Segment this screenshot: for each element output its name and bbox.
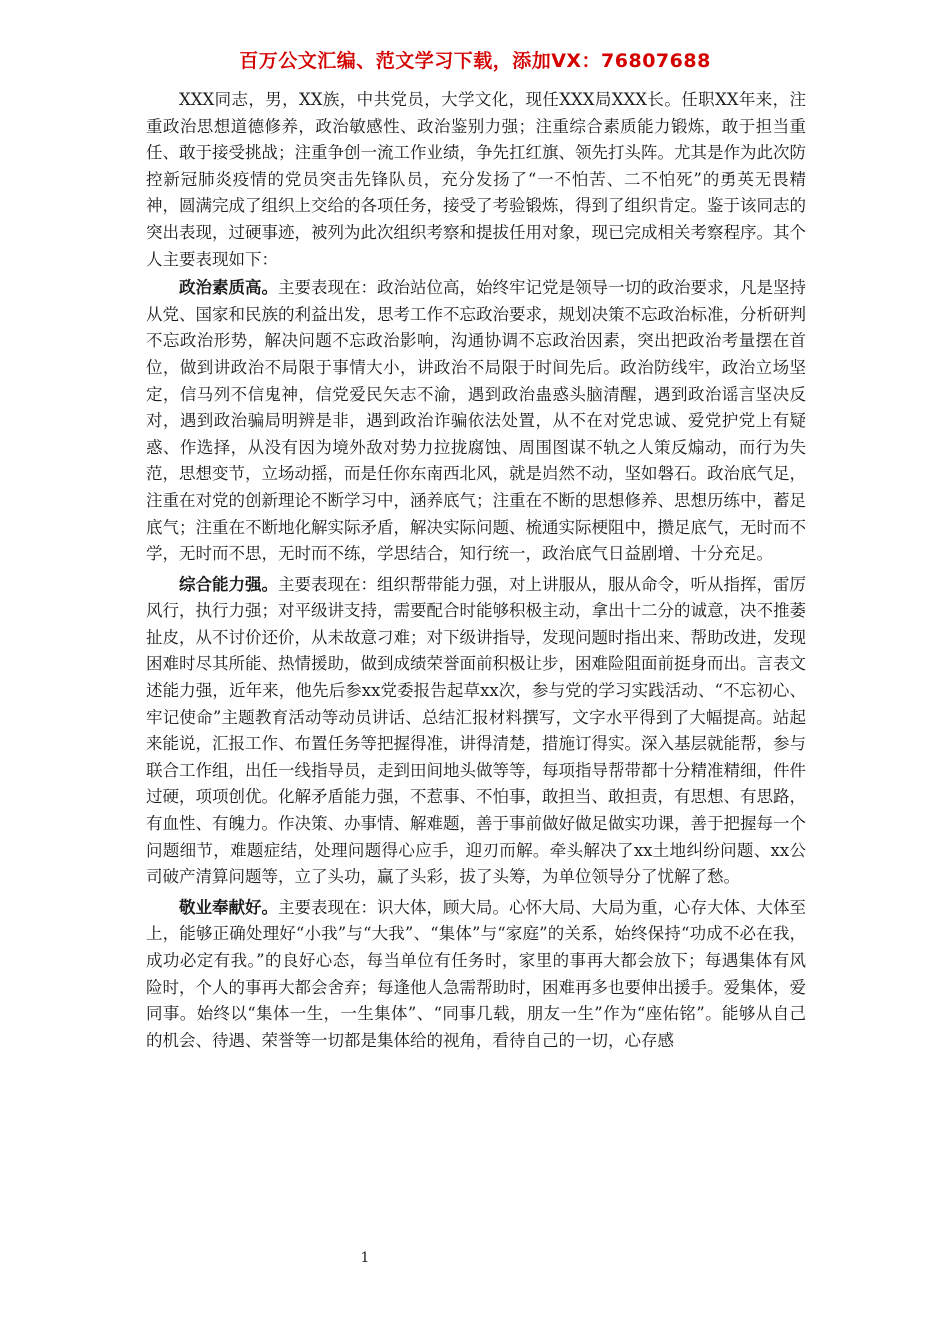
section-body: 主要表现在：识大体，顾大局。心怀大局、大局为重，心存大体、大体至上，能够正确处理好“小我”与“大我”、“集体”与“家庭”的关系，始终保持“功成不必在我，成功必定有我。”的良好心态，每当单位有任务时，家里的事再大都会放下；每遇集体有风险时，个人的事再大都会舍弃；每逢他人急需帮助时，困难再多也要伸出援手。爱集体，爱同事。始终以“集体一生，一生集体”、“同事几载，朋友一生”作为“座佑铭”。能够从自己的机会、待遇、荣誉等一切都是集体给的视角，看待自己的一切，心存感 [146, 897, 806, 1050]
section-paragraph-ability [146, 572, 806, 891]
section-body: 主要表现在：组织帮带能力强，对上讲服从，服从命令，听从指挥，雷厉风行，执行力强；对平级讲支持，需要配合时能够积极主动，拿出十二分的诚意，决不推萎扯皮，从不讨价还价，从未故意刁难；对下级讲指导，发现问题时指出来、帮助改进，发现困难时尽其所能、热情援助，做到成绩荣誉面前积极让步，困难险阻面前挺身而出。言表文述能力强，近年来，他先后参xx党委报告起草xx次，参与党的学习实践活动、“不忘初心、牢记使命”主题教育活动等动员讲话、总结汇报材料撰写，文字水平得到了大幅提高。站起来能说，汇报工作、布置任务等把握得准，讲得清楚，措施订得实。深入基层就能帮，参与联合工作组，出任一线指导员，走到田间地头做等等，每项指导帮带都十分精准精细，件件过硬，项项创优。化解矛盾能力强，不惹事、不怕事，敢担当、敢担责，有思想、有思路，有血性、有魄力。作决策、办事情、解难题，善于事前做好做足做实功课，善于把握每一个问题细节，难题症结，处理问题得心应手，迎刃而解。牵头解决了xx土地纠纷问题、xx公司破产清算问题等，立了头功，赢了头彩，拔了头筹，为单位领导分了忧解了愁。 [146, 574, 806, 887]
section-heading: 政治素质高。 [179, 278, 278, 298]
document-body [146, 87, 806, 1058]
header-banner: 百万公文汇编、范文学习下载，添加VX：76807688 [239, 50, 711, 72]
section-heading: 综合能力强。 [179, 574, 278, 594]
intro-paragraph: XXX同志，男，XX族，中共党员，大学文化，现任XXX局XXX长。任职XX年来，注重政治思想道德修养，政治敏感性、政治鉴别力强；注重综合素质能力锻炼，敢于担当重任、敢于接受挑战；注重争创一流工作业绩，争先扛红旗、领先打头阵。尤其是作为此次防控新冠肺炎疫情的党员突击先锋队员，充分发扬了“一不怕苦、二不怕死”的勇英无畏精神，圆满完成了组织上交给的各项任务，接受了考验锻炼，得到了组织肯定。鉴于该同志的突出表现，过硬事迹，被列为此次组织考察和提拔任用对象，现已完成相关考察程序。其个人主要表现如下： [146, 90, 806, 269]
page-number: 1 [360, 1250, 370, 1266]
section-heading: 敬业奉献好。 [179, 897, 278, 917]
section-body: 主要表现在：政治站位高，始终牢记党是领导一切的政治要求，凡是坚持从党、国家和民族的利益出发，思考工作不忘政治要求，规划决策不忘政治标准，分析研判不忘政治形势，解决问题不忘政治影响，沟通协调不忘政治因素，突出把政治考量摆在首位，做到讲政治不局限于事情大小，讲政治不局限于时间先后。政治防线牢，政治立场坚定，信马列不信鬼神，信党爱民矢志不渝，遇到政治蛊惑头脑清醒，遇到政治谣言坚决反对，遇到政治骗局明辨是非，遇到政治诈骗依法处置，从不在对党忠诚、爱党护党上有疑惑、作选择，从没有因为境外敌对势力拉拢腐蚀、周围图谋不轨之人策反煽动，而行为失范，思想变节，立场动摇，而是任你东南西北风，就是岿然不动，坚如磐石。政治底气足，注重在对党的创新理论不断学习中，涵养底气；注重在不断的思想修养、思想历练中，蓄足底气；注重在不断地化解实际矛盾，解决实际问题、梳通实际梗阻中，攒足底气，无时而不学，无时而不思，无时而不练，学思结合，知行统一，政治底气日益剧增、十分充足。 [146, 278, 806, 564]
section-paragraph-dedication [146, 895, 806, 1055]
section-paragraph-political [146, 275, 806, 568]
